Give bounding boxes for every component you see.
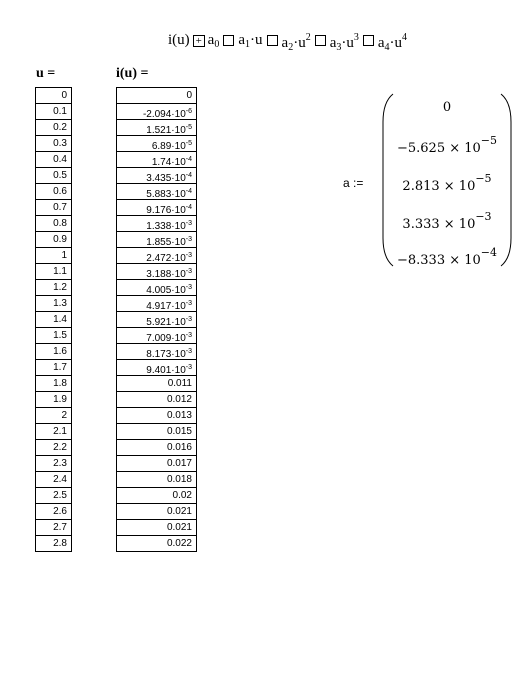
u-cell: 0.4 (36, 151, 71, 167)
i-cell: $4.917\cdot 10^{-3}$ (117, 295, 196, 311)
u-cell: 2.1 (36, 423, 71, 439)
u-cell: 0 (36, 87, 71, 103)
u-cell: 1.7 (36, 359, 71, 375)
i-cell: $5.883\cdot 10^{-4}$ (117, 183, 196, 199)
i-cell: 0.021 (117, 519, 196, 535)
formula-term-a0: $a_0$ (207, 32, 220, 50)
u-cell: 2.7 (36, 519, 71, 535)
i-column-header: i(u) = (116, 66, 149, 81)
u-cell: 2.4 (36, 471, 71, 487)
u-cell: 0.5 (36, 167, 71, 183)
i-results-table[interactable] (116, 87, 197, 552)
i-cell: 0.015 (117, 423, 196, 439)
i-cell: 0.021 (117, 503, 196, 519)
i-cell: $2.472\cdot 10^{-3}$ (117, 247, 196, 263)
u-cell: 0.6 (36, 183, 71, 199)
formula-term-a4: $a_4\cdot u^4$ (377, 32, 408, 53)
u-column-header: u = (36, 66, 56, 81)
u-cell: 1.8 (36, 375, 71, 391)
matrix-entry: $-5.625 \times 10^{-5}$ (396, 134, 498, 156)
i-cell: $1.338\cdot 10^{-3}$ (117, 215, 196, 231)
u-cell: 1.2 (36, 279, 71, 295)
i-cell: 0.016 (117, 439, 196, 455)
u-cell: 2.8 (36, 535, 71, 552)
u-results-table[interactable] (35, 87, 72, 552)
u-cell: 2.5 (36, 487, 71, 503)
matrix-entry: $-8.333 \times 10^{-4}$ (396, 246, 498, 268)
i-cell: $8.173\cdot 10^{-3}$ (117, 343, 196, 359)
u-cell: 1.4 (36, 311, 71, 327)
i-cell: $1.74\cdot 10^{-4}$ (117, 151, 196, 167)
formula-lhs: i(u) (168, 32, 190, 48)
i-cell: 0.022 (117, 535, 196, 552)
i-cell: $3.188\cdot 10^{-3}$ (117, 263, 196, 279)
i-cell: $1.521\cdot 10^{-5}$ (117, 119, 196, 135)
define-operator-icon: + (193, 35, 205, 47)
i-cell: 0.018 (117, 471, 196, 487)
formula-term-a2: $a_2\cdot u^2$ (281, 32, 311, 53)
i-cell: $7.009\cdot 10^{-3}$ (117, 327, 196, 343)
i-cell: 0.013 (117, 407, 196, 423)
u-cell: 2.3 (36, 455, 71, 471)
u-cell: 0.7 (36, 199, 71, 215)
matrix-label: a := (343, 176, 364, 190)
u-cell: 0.8 (36, 215, 71, 231)
u-cell: 1 (36, 247, 71, 263)
u-cell: 0.2 (36, 119, 71, 135)
i-cell: $5.921\cdot 10^{-3}$ (117, 311, 196, 327)
placeholder-operator-icon (315, 35, 326, 46)
i-cell: 0.017 (117, 455, 196, 471)
polynomial-formula[interactable] (168, 32, 407, 56)
u-cell: 1.6 (36, 343, 71, 359)
matrix-entry: 0 (442, 100, 452, 115)
i-cell: $6.89\cdot 10^{-5}$ (117, 135, 196, 151)
formula-term-a1: $a_1\cdot u$ (238, 32, 263, 50)
u-cell: 1.9 (36, 391, 71, 407)
u-cell: 1.1 (36, 263, 71, 279)
i-cell: $3.435\cdot 10^{-4}$ (117, 167, 196, 183)
i-cell: 0.011 (117, 375, 196, 391)
i-cell: $9.401\cdot 10^{-3}$ (117, 359, 196, 375)
matrix-entry: $3.333 \times 10^{-3}$ (402, 210, 492, 232)
placeholder-operator-icon (363, 35, 374, 46)
i-cell: $-2.094\cdot 10^{-6}$ (117, 103, 196, 119)
u-cell: 1.5 (36, 327, 71, 343)
formula-term-a3: $a_3\cdot u^3$ (329, 32, 359, 53)
matrix-entry: $2.813 \times 10^{-5}$ (402, 172, 492, 194)
u-cell: 0.3 (36, 135, 71, 151)
coefficient-matrix[interactable] (381, 92, 513, 268)
placeholder-operator-icon (223, 35, 234, 46)
u-cell: 2.6 (36, 503, 71, 519)
i-cell: 0 (117, 87, 196, 103)
u-cell: 0.1 (36, 103, 71, 119)
u-cell: 0.9 (36, 231, 71, 247)
i-cell: 0.012 (117, 391, 196, 407)
i-cell: $4.005\cdot 10^{-3}$ (117, 279, 196, 295)
placeholder-operator-icon (267, 35, 278, 46)
u-cell: 1.3 (36, 295, 71, 311)
u-cell: 2.2 (36, 439, 71, 455)
i-cell: $9.176\cdot 10^{-4}$ (117, 199, 196, 215)
u-cell: 2 (36, 407, 71, 423)
i-cell: 0.02 (117, 487, 196, 503)
i-cell: $1.855\cdot 10^{-3}$ (117, 231, 196, 247)
